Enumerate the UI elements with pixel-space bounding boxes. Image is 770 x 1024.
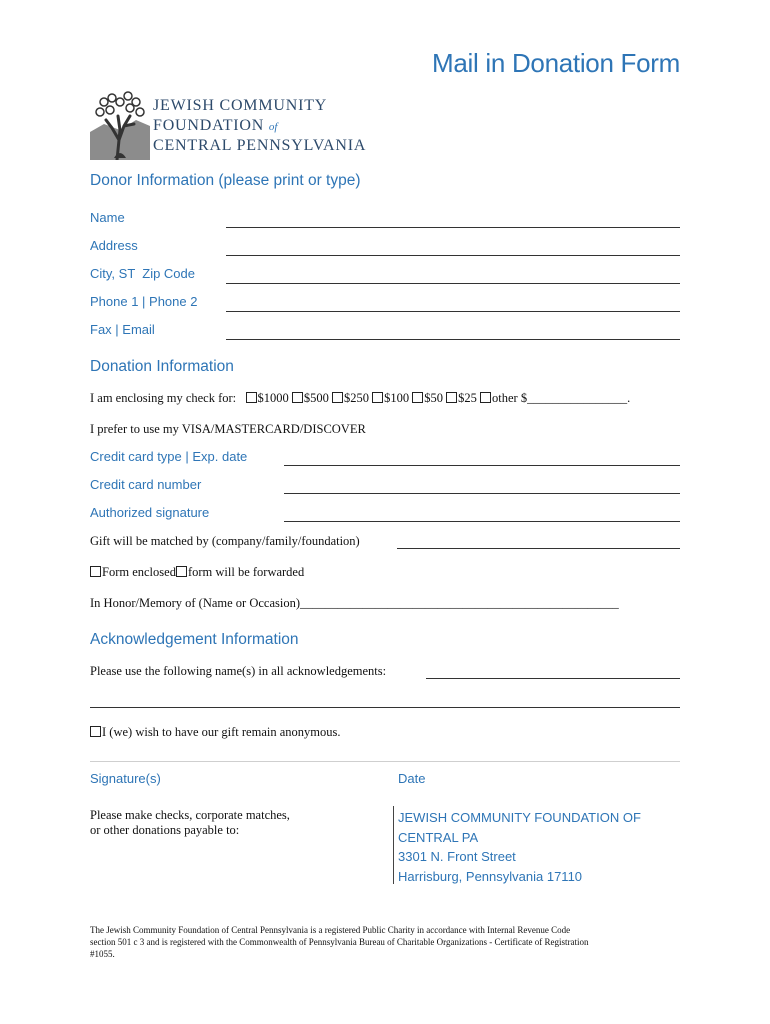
page-title: Mail in Donation Form: [431, 48, 680, 78]
logo-line-2: FOUNDATION of: [153, 117, 278, 134]
footer-line-1: The Jewish Community Foundation of Central Pennsylvania is a registered Public Charity in accordance with Internal Revenue Code: [90, 925, 571, 935]
card-number-field[interactable]: [284, 493, 680, 494]
card-type-field[interactable]: [284, 465, 680, 466]
fax-email-field[interactable]: [226, 339, 680, 340]
amount-50-checkbox[interactable]: $50: [412, 391, 443, 405]
amount-25-checkbox[interactable]: $25: [446, 391, 477, 405]
card-preference: I prefer to use my VISA/MASTERCARD/DISCOVER: [90, 422, 366, 436]
payee-address: [398, 808, 641, 886]
ack-heading: Acknowledgement Information: [90, 631, 299, 648]
check-prefix: I am enclosing my check for:: [90, 391, 237, 405]
matched-label: Gift will be matched by (company/family/foundation): [90, 534, 360, 548]
amount-100-checkbox[interactable]: $100: [372, 391, 409, 405]
authorized-signature-field[interactable]: [284, 521, 680, 522]
card-number-label: Credit card number: [90, 477, 202, 492]
address-field[interactable]: [226, 255, 680, 256]
amount-250-checkbox[interactable]: $250: [332, 391, 369, 405]
phone-label: Phone 1 | Phone 2: [90, 294, 198, 309]
logo-line-1: JEWISH COMMUNITY: [153, 97, 328, 114]
footer-line-2: section 501 c 3 and is registered with the Commonwealth of Pennsylvania Bureau of Charitable Organizations - Certificate of Registration: [90, 937, 589, 947]
phone-field[interactable]: [226, 311, 680, 312]
form-enclosed-checkbox[interactable]: Form enclosed: [90, 565, 176, 579]
check-amount-row: [90, 391, 630, 406]
donation-heading: Donation Information: [90, 358, 234, 375]
footer-line-3: #1055.: [90, 949, 115, 959]
city-zip-label: City, ST Zip Code: [90, 266, 195, 281]
form-option-row: [90, 565, 304, 580]
divider: [90, 761, 680, 762]
date-label: Date: [398, 771, 426, 786]
amount-other-checkbox[interactable]: other $________________.: [480, 391, 630, 405]
donor-heading: Donor Information (please print or type): [90, 172, 361, 189]
payee-line-4: Harrisburg, Pennsylvania 17110: [398, 868, 583, 884]
matched-field[interactable]: [397, 548, 680, 549]
payee-line-1: JEWISH COMMUNITY FOUNDATION OF: [398, 810, 641, 825]
ack-names-label: Please use the following name(s) in all acknowledgements:: [90, 664, 387, 678]
anonymous-checkbox-box[interactable]: [90, 726, 101, 737]
address-label: Address: [90, 238, 138, 253]
payee-line-3: 3301 N. Front Street: [398, 849, 516, 864]
signature-label: Signature(s): [90, 771, 161, 786]
ack-names-field-2[interactable]: [90, 707, 680, 708]
name-label: Name: [90, 210, 125, 225]
form-forwarded-checkbox[interactable]: form will be forwarded: [176, 565, 304, 579]
footer-note: [90, 924, 690, 960]
payee-line-2: CENTRAL PA: [398, 829, 479, 845]
city-zip-field[interactable]: [226, 283, 680, 284]
address-bar: [393, 806, 394, 884]
anonymous-checkbox[interactable]: I (we) wish to have our gift remain anonymous.: [90, 725, 340, 740]
amount-1000-checkbox[interactable]: $1000: [246, 391, 289, 405]
authorized-signature-label: Authorized signature: [90, 505, 210, 520]
card-type-label: Credit card type | Exp. date: [90, 449, 248, 464]
tree-logo-icon: [90, 90, 150, 160]
fax-email-label: Fax | Email: [90, 322, 155, 337]
amount-500-checkbox[interactable]: $500: [292, 391, 329, 405]
ack-names-field[interactable]: [426, 678, 680, 679]
payable-text-1: Please make checks, corporate matches,: [90, 808, 290, 822]
logo-line-3: CENTRAL PENNSYLVANIA: [153, 137, 367, 154]
name-field[interactable]: [226, 227, 680, 228]
payable-text-2: or other donations payable to:: [90, 823, 240, 837]
honor-memory-field[interactable]: In Honor/Memory of (Name or Occasion)___________________________________________________: [90, 596, 619, 610]
